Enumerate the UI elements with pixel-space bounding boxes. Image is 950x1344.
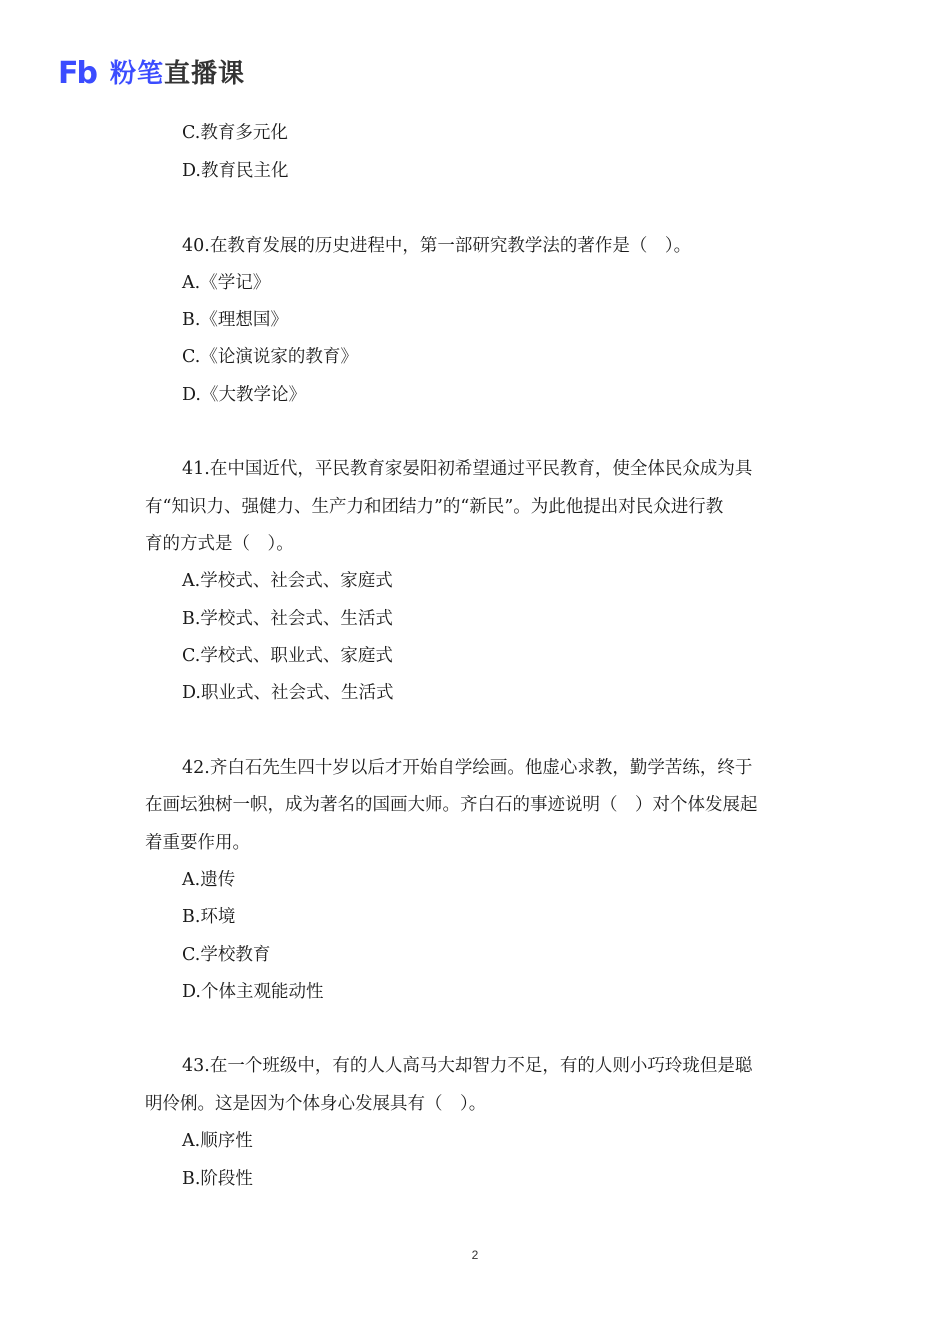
- option-d: D.个体主观能动性: [182, 982, 324, 1002]
- question-42-stem: 42.齐白石先生四十岁以后才开始自学绘画。他虚心求教，勤学苦练，终于: [182, 758, 753, 778]
- fenbi-logo: [58, 56, 245, 92]
- question-42-stem: 着重要作用。: [145, 833, 250, 853]
- option-b: B.阶段性: [182, 1169, 253, 1189]
- question-41-stem: 41.在中国近代，平民教育家晏阳初希望通过平民教育，使全体民众成为具: [182, 459, 753, 479]
- option-c: C.学校教育: [182, 945, 271, 965]
- question-43-stem: 43.在一个班级中，有的人人高马大却智力不足，有的人则小巧玲珑但是聪: [182, 1056, 753, 1076]
- option-a: A.学校式、社会式、家庭式: [182, 571, 393, 591]
- option-a: A.《学记》: [182, 273, 271, 293]
- option-d: D.职业式、社会式、生活式: [182, 683, 394, 703]
- option-c: C.《论演说家的教育》: [182, 347, 358, 367]
- option-a: A.顺序性: [182, 1131, 253, 1151]
- option-c: C.教育多元化: [182, 123, 288, 143]
- fb-logo-mark: Fb: [58, 56, 96, 91]
- question-40-stem: 40.在教育发展的历史进程中，第一部研究教学法的著作是（ ）。: [182, 236, 692, 256]
- question-43-stem: 明伶俐。这是因为个体身心发展具有（ ）。: [145, 1094, 487, 1114]
- question-41-stem: 有“知识力、强健力、生产力和团结力”的“新民”。为此他提出对民众进行教: [145, 497, 724, 517]
- option-d: D.《大教学论》: [182, 385, 306, 405]
- option-b: B.学校式、社会式、生活式: [182, 609, 393, 629]
- question-41-stem: 育的方式是（ ）。: [145, 534, 294, 554]
- brand-name-primary: 粉笔: [109, 59, 164, 89]
- option-a: A.遗传: [182, 870, 236, 890]
- option-b: B.环境: [182, 907, 236, 927]
- option-d: D.教育民主化: [182, 161, 289, 181]
- brand-name-secondary: 直播课: [163, 59, 245, 89]
- option-c: C.学校式、职业式、家庭式: [182, 646, 393, 666]
- question-42-stem: 在画坛独树一帜，成为著名的国画大师。齐白石的事迹说明（ ）对个体发展起: [145, 795, 758, 815]
- option-b: B.《理想国》: [182, 310, 288, 330]
- page-number: 2: [471, 1248, 479, 1262]
